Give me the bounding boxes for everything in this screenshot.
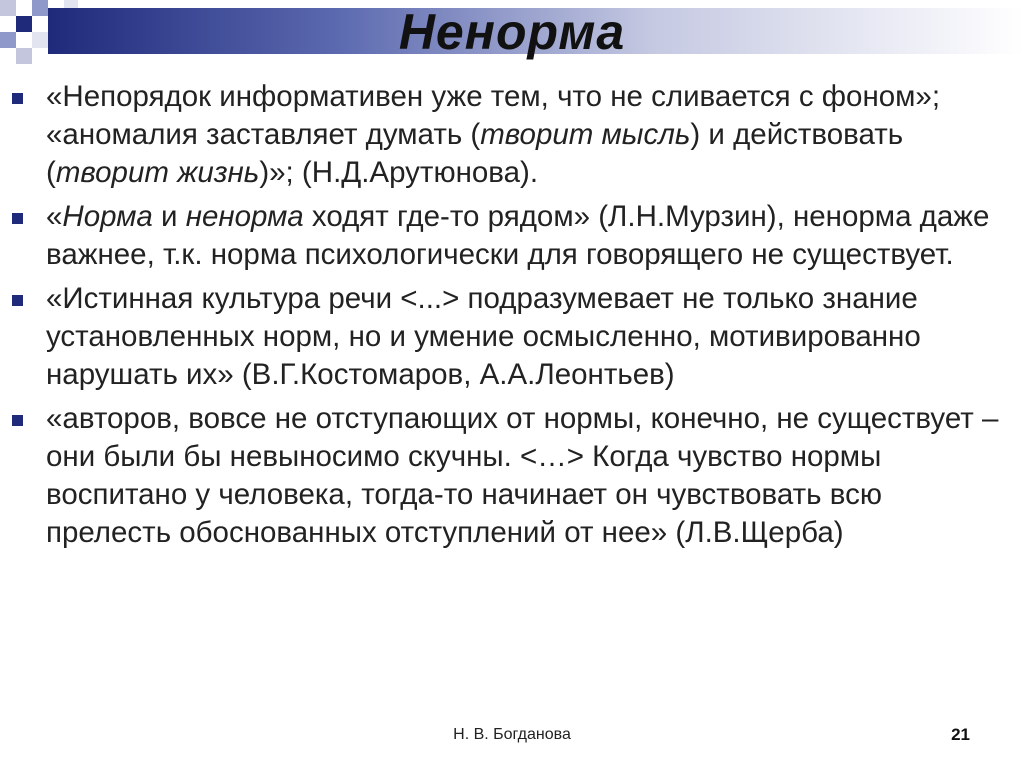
footer-author: Н. В. Богданова [453,726,571,743]
square-bullet-icon [12,213,23,224]
bullet-text: «Непорядок информативен уже тем, что не сливается с фоном»; «аномалия заставляет думать ( [46,80,941,151]
square-bullet-icon [12,93,23,104]
square-bullet-icon [12,295,23,306]
bullet-list [0,78,1024,558]
bullet-text-italic: Норма [62,200,153,233]
bullet-text-italic: ненорма [185,200,304,233]
bullet-item [0,198,1024,274]
square-bullet-icon [12,415,23,426]
page-number: 21 [951,725,970,744]
bullet-item [0,280,1024,394]
bullet-text: и [152,200,186,233]
bullet-text: )»; (Н.Д.Арутюнова). [259,156,539,189]
bullet-text: «авторов, вовсе не отступающих от нормы, конечно, не существует – они были бы невыносимо скучны. <…> Когда чувство нормы воспитано у человека, тогда-то начинает он чувствовать всю прелесть обоснованных отступлений от нее» (Л.В.Щерба) [46,402,999,549]
bullet-text: ходят где-то рядом» (Л.Н.Мурзин), ненорма даже важнее, т.к. норма психологически для говорящего не существует. [46,200,990,271]
slide-title: Ненорма [398,4,626,60]
bullet-text: «Истинная культура речи <...> подразумевает не только знание установленных норм, но и умение осмысленно, мотивированно нарушать их» (В.Г.Костомаров, А.А.Леонтьев) [46,282,921,391]
bullet-text: « [46,200,63,233]
bullet-text-italic: творит жизнь [55,156,260,189]
bullet-text-italic: творит мысль [480,118,691,151]
bullet-item [0,78,1024,192]
bullet-text: ) и действовать ( [46,118,904,189]
bullet-item [0,400,1024,552]
